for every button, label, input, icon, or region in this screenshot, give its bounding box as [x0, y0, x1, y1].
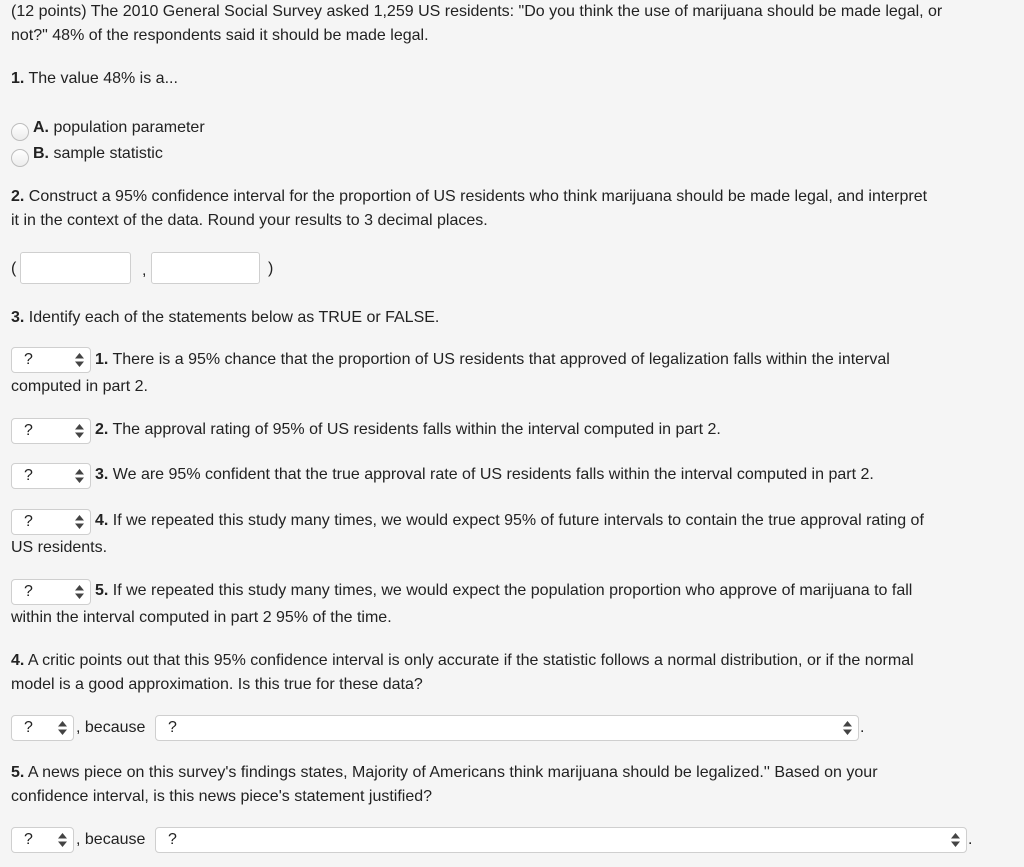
statement-4-line-2: US residents. [11, 539, 108, 556]
question-4-line-1: A critic points out that this 95% confidence interval is only accurate if the statistic follows a normal distribution, or if the normal [24, 652, 914, 669]
statement-1-number: 1. [95, 351, 109, 368]
up-down-arrows-icon [58, 721, 67, 735]
question-1 [11, 67, 1016, 91]
question-5-reason-select[interactable] [155, 827, 967, 853]
question-4-period: . [860, 719, 865, 736]
question-4-because-label: , because [76, 719, 146, 736]
statement-5-line-1: If we repeated this study many times, we would expect the population proportion who approve of marijuana to fall [108, 582, 913, 599]
question-5-line-2: confidence interval, is this news piece's statement justified? [11, 788, 433, 805]
question-5-number: 5. [11, 764, 25, 781]
question-2-number: 2. [11, 188, 25, 205]
statement-3-line-1: We are 95% confident that the true approval rate of US residents falls within the interval computed in part 2. [108, 466, 874, 483]
up-down-arrows-icon [58, 833, 67, 847]
statement-4-select-value: ? [24, 513, 33, 530]
intro-line-2: not?" 48% of the respondents said it should be made legal. [11, 27, 429, 44]
interval-close-paren: ) [268, 260, 274, 277]
interval-lower-input[interactable] [20, 252, 131, 284]
statement-2-line-1: The approval rating of 95% of US residents falls within the interval computed in part 2. [108, 421, 721, 438]
question-4-line-2: model is a good approximation. Is this true for these data? [11, 676, 423, 693]
option-b-label[interactable] [33, 142, 163, 166]
statement-1-line-2: computed in part 2. [11, 378, 148, 395]
option-a-letter: A. [33, 119, 49, 136]
question-5-answer-select[interactable] [11, 827, 74, 853]
up-down-arrows-icon [951, 833, 960, 847]
question-5-because-label: , because [76, 831, 146, 848]
statement-1 [11, 348, 1016, 399]
question-3-number: 3. [11, 309, 25, 326]
question-4-number: 4. [11, 652, 25, 669]
statement-5-select-value: ? [24, 583, 33, 600]
statement-1-line-1: There is a 95% chance that the proportion of US residents that approved of legalization falls within the interval [108, 351, 890, 368]
statement-3-select-value: ? [24, 467, 33, 484]
statement-3 [11, 463, 1016, 487]
question-4-answer-select[interactable] [11, 715, 74, 741]
up-down-arrows-icon [843, 721, 852, 735]
question-3-text: Identify each of the statements below as TRUE or FALSE. [24, 309, 440, 326]
statement-5 [11, 579, 1016, 630]
question-5 [11, 761, 1016, 809]
statement-5-line-2: within the interval computed in part 2 95% of the time. [11, 609, 392, 626]
question-1-number: 1. [11, 70, 25, 87]
question-1-text: The value 48% is a... [24, 70, 178, 87]
interval-comma: , [142, 262, 147, 279]
question-5-answer-value: ? [24, 831, 33, 848]
question-2-line-2: it in the context of the data. Round your results to 3 decimal places. [11, 212, 488, 229]
option-b-letter: B. [33, 145, 49, 162]
question-4-reason-select[interactable] [155, 715, 859, 741]
question-5-reason-value: ? [168, 831, 177, 848]
question-4-reason-value: ? [168, 719, 177, 736]
option-b-text: sample statistic [49, 145, 163, 162]
statement-2-number: 2. [95, 421, 109, 438]
interval-upper-input[interactable] [151, 252, 260, 284]
intro-line-1: (12 points) The 2010 General Social Survey asked 1,259 US residents: "Do you think the use of marijuana should be made legal, or [11, 3, 943, 20]
problem-intro [11, 0, 1016, 48]
statement-1-select-value: ? [24, 351, 33, 368]
statement-2 [11, 418, 1016, 442]
question-5-period: . [968, 831, 973, 848]
option-b-radio[interactable] [11, 149, 29, 167]
interval-open-paren: ( [11, 260, 17, 277]
question-3 [11, 306, 1016, 330]
question-4-answer-value: ? [24, 719, 33, 736]
statement-3-number: 3. [95, 466, 109, 483]
option-a-label[interactable] [33, 116, 205, 140]
statement-4 [11, 509, 1016, 560]
question-2-line-1: Construct a 95% confidence interval for the proportion of US residents who think marijuana should be made legal, and interpret [24, 188, 928, 205]
statement-2-select-value: ? [24, 422, 33, 439]
option-a-radio[interactable] [11, 123, 29, 141]
statement-4-number: 4. [95, 512, 109, 529]
question-5-line-1: A news piece on this survey's findings states, Majority of Americans think marijuana should be legalized.'' Based on your [24, 764, 878, 781]
question-4 [11, 649, 1016, 697]
statement-4-line-1: If we repeated this study many times, we would expect 95% of future intervals to contain the true approval rating of [108, 512, 924, 529]
question-2 [11, 185, 1016, 233]
option-a-text: population parameter [49, 119, 205, 136]
statement-5-number: 5. [95, 582, 109, 599]
